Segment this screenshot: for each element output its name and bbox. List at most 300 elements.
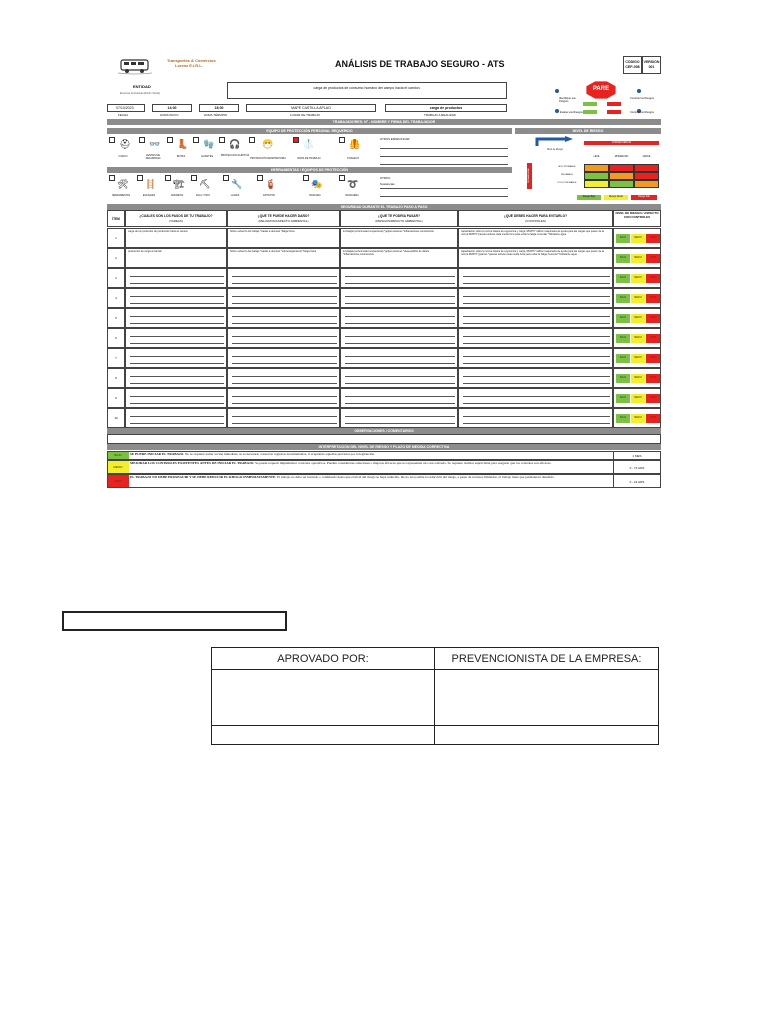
entry-line[interactable] [130, 396, 224, 397]
control-cell[interactable] [458, 368, 613, 388]
tool-item[interactable] [109, 175, 133, 201]
row-label-1: MUY PROBABLE [558, 166, 576, 168]
interpretation-body: El trabajo no debe ser iniciado o continuado hasta que el nivel del riesgo se haya reducido. De no ser posible la reducción del riesgo, a pesar de recursos limitados, el trabajo tiene que permanecer detenido. [277, 475, 555, 479]
entry-line[interactable] [463, 423, 610, 424]
epp-checkbox[interactable] [339, 137, 345, 143]
entry-line[interactable] [232, 283, 337, 284]
step4-label: Controle los Riesgos [630, 111, 654, 114]
entry-line[interactable] [130, 376, 224, 377]
interpretation-bar: INTERPRETACIÓN DEL NIVEL DE RIESGO Y PLAZO DE MEDIDA CORRECTIVA [107, 444, 661, 450]
epp-checkbox[interactable] [249, 137, 255, 143]
table-row [107, 288, 661, 308]
col-q3-title: ¿QUÉ TE PODRÍA PASAR? [377, 214, 421, 218]
interpretation-term: 0 - 24 HRS [613, 474, 661, 488]
entry-line[interactable] [463, 316, 610, 317]
hazard-cell[interactable] [227, 388, 340, 408]
hose-icon: ➰ [347, 179, 359, 189]
risk-cell[interactable] [340, 268, 458, 288]
tools-other-line-1[interactable] [380, 188, 508, 189]
risk-text: lumbalgia (enfermedad ocupacional) *golpes,lesiones *inflamaciones,contracturas [343, 230, 434, 233]
lugar-field[interactable]: MAPE CASTILLA APLAO [246, 104, 376, 112]
risk-bajo-button[interactable]: BAJO [616, 294, 630, 303]
matrix-cell [634, 164, 659, 172]
risk-cell[interactable] [340, 388, 458, 408]
entry-line[interactable] [463, 296, 610, 297]
tool-label: ESCALERA [142, 195, 156, 197]
col-q2-sub: (PELIGROS/ASPECTO AMBIENTAL) [258, 219, 309, 223]
entry-line[interactable] [463, 403, 610, 404]
task-text: carga de los productos de producción hacia el camion [128, 230, 188, 233]
control-cell[interactable] [458, 408, 613, 428]
analysis-rows [107, 228, 661, 428]
step3-marker [555, 109, 559, 113]
risk-medio-button[interactable]: MEDIO [631, 394, 645, 403]
tools-other-line-2[interactable] [380, 196, 508, 197]
matrix-cell [609, 164, 634, 172]
workers-bar: TRABAJADORES: N° - NOMBRE Y FIRMA DEL TRABAJADOR [107, 119, 661, 125]
item-number: 2 [115, 256, 117, 260]
row-label-3: POCO PROBABLE [557, 182, 577, 184]
version-value: 001 [648, 65, 655, 69]
tools-icon: 🛠 [117, 179, 129, 189]
tool-label: LLAVES [230, 195, 240, 197]
epp-label: LENTES DE SEGURIDAD [145, 154, 161, 160]
matrix-cell [609, 172, 634, 180]
scaffold-icon: 🏗 [173, 179, 185, 189]
hazard-cell[interactable] [227, 408, 340, 428]
respirator-icon: 😷 [262, 139, 274, 149]
entry-line[interactable] [463, 376, 610, 377]
tool-label: HERRAMIENTAS [111, 195, 131, 197]
col-label-leve: LEVE [593, 156, 600, 158]
interpretation-bold: EL TRABAJO NO DEBE PROSEGUIR Y SE DEBE REDUCIR EL RIESGO INMEDIATAMENTE. [130, 475, 277, 479]
epp-checkbox[interactable] [139, 137, 145, 143]
task-description-field[interactable] [227, 82, 507, 99]
risk-bajo-button[interactable]: BAJO [616, 374, 630, 383]
risk-bajo-button[interactable]: BAJO [616, 334, 630, 343]
entry-line[interactable] [345, 323, 455, 324]
entry-line[interactable] [345, 423, 455, 424]
epp-checkbox[interactable] [293, 137, 299, 143]
matrix-cell [634, 172, 659, 180]
legend-mid: Riesgo Medio [604, 195, 628, 200]
col-q4 [458, 210, 613, 227]
risk-alto-button[interactable]: ALTO [646, 234, 660, 243]
epp-other-line-3[interactable] [380, 164, 508, 165]
risk-medio-button[interactable]: MEDIO [631, 274, 645, 283]
tools-other-value: Sustancias [380, 182, 395, 186]
entry-line[interactable] [463, 276, 610, 277]
risk-cell[interactable] [340, 368, 458, 388]
code-box [623, 56, 642, 74]
epp-label: PROTECCIÓN AUDITIVA [220, 154, 250, 157]
task-cell[interactable] [125, 268, 227, 288]
wrench-icon: 🔧 [231, 179, 243, 189]
bus-logo-icon [117, 56, 153, 75]
control-cell[interactable] [458, 308, 613, 328]
risk-alto-button[interactable]: ALTO [646, 314, 660, 323]
epp-item[interactable] [193, 137, 221, 163]
hazard-cell[interactable] [227, 348, 340, 368]
hora-inicio-field[interactable]: 14:00 [152, 104, 192, 112]
tool-label: EXTINTOR [263, 195, 275, 197]
entry-line[interactable] [345, 396, 455, 397]
task-cell[interactable] [125, 348, 227, 368]
table-row [107, 408, 661, 428]
entry-line[interactable] [463, 283, 610, 284]
step1-marker [555, 89, 559, 93]
tool-label: MANGUERA [345, 195, 359, 197]
entry-line[interactable] [345, 376, 455, 377]
entry-line[interactable] [232, 423, 337, 424]
col-q2-title: ¿QUÉ TE PUEDE HACER DAÑO? [257, 214, 310, 218]
risk-cell[interactable] [340, 288, 458, 308]
control-cell[interactable] [458, 388, 613, 408]
preventionist-name-field[interactable] [435, 726, 658, 744]
risk-level-bar: NIVEL DE RIESGO [515, 128, 661, 134]
interpretation-body: Se puede requerir implementar controles operativos. Pueden considerarse soluciones o mejoras eficaces que no representen un costo elevado. Se requiere realizar supervisión para asegurar que los controles son eficaces. [255, 461, 552, 465]
entry-line[interactable] [130, 303, 224, 304]
entry-line[interactable] [232, 343, 337, 344]
risk-medio-button[interactable]: MEDIO [631, 374, 645, 383]
entry-line[interactable] [130, 276, 224, 277]
col-label-grave: GRAVE [642, 156, 651, 158]
col-q3-sub: (RIESGOS/IMPACTO AMBIENTAL) [375, 219, 423, 223]
epp-label: CASCO [118, 155, 128, 158]
entry-line[interactable] [232, 396, 337, 397]
entry-line[interactable] [463, 323, 610, 324]
entry-line[interactable] [345, 276, 455, 277]
entry-line[interactable] [130, 283, 224, 284]
risk-bajo-button[interactable]: BAJO [616, 314, 630, 323]
tool-item[interactable] [339, 175, 365, 201]
approved-signature-field[interactable] [212, 670, 435, 726]
risk-alto-button[interactable]: ALTO [646, 274, 660, 283]
interpretation-level: MEDIO [107, 460, 129, 474]
tool-item[interactable] [137, 175, 161, 201]
interpretation-term: 0 - 72 HRS [613, 460, 661, 474]
entry-line[interactable] [130, 403, 224, 404]
table-row [107, 348, 661, 368]
tool-item[interactable] [257, 175, 281, 201]
code-value: CEP-008 [625, 65, 640, 69]
epp-item[interactable] [167, 137, 195, 163]
stop-sign-text: PARE [592, 86, 610, 92]
interpretation-text [130, 460, 605, 474]
safety-glasses-icon: 👓 [149, 139, 161, 149]
entry-line[interactable] [463, 356, 610, 357]
risk-medio-button[interactable]: MEDIO [631, 354, 645, 363]
epp-label: GUANTES [200, 155, 214, 158]
col-q4-title: ¿QUÉ DEBES HACER PARA EVITARLO? [503, 214, 568, 218]
col-q1 [125, 210, 227, 227]
risk-medio-button[interactable]: MEDIO [631, 294, 645, 303]
company-name: Transportes & Comercios [167, 58, 216, 63]
preventionist-header [435, 648, 658, 670]
empty-input-box[interactable] [62, 611, 287, 631]
analysis-bar: SEGURIDAD DURANTE EL TRABAJO PASO A PASO [107, 204, 661, 210]
epp-item[interactable] [249, 137, 287, 163]
approved-label: APROVADO POR: [277, 653, 369, 665]
risk-cell[interactable] [340, 328, 458, 348]
hora-termino-field[interactable]: 18:00 [199, 104, 239, 112]
entry-line[interactable] [130, 356, 224, 357]
entry-line[interactable] [232, 323, 337, 324]
epp-checkbox[interactable] [219, 137, 225, 143]
col-q2 [227, 210, 340, 227]
epp-other-line-1[interactable] [380, 148, 508, 149]
entry-line[interactable] [345, 356, 455, 357]
epp-label: ROPA DE TRABAJO [297, 157, 321, 160]
risk-bajo-button[interactable]: BAJO [616, 254, 630, 263]
hazard-cell[interactable] [227, 368, 340, 388]
approved-name-field[interactable] [212, 726, 435, 744]
hora-termino-label: HORA TÉRMINO [204, 113, 228, 117]
matrix-cell [609, 180, 634, 188]
entry-line[interactable] [345, 403, 455, 404]
item-number: 1 [115, 236, 117, 240]
epp-label: BOTAS [176, 155, 186, 158]
observations-bar: OBSERVACIONES / COMENTARIOS [107, 428, 661, 434]
cycle-arrows-icon [577, 99, 627, 117]
tool-label: PALA Y PICO [196, 195, 210, 197]
entry-line[interactable] [463, 416, 610, 417]
entry-line[interactable] [345, 296, 455, 297]
vest-icon: 🦺 [349, 139, 361, 149]
hazard-cell[interactable] [227, 308, 340, 328]
interpretation-level: ALTO [107, 474, 129, 488]
entry-line[interactable] [345, 383, 455, 384]
entry-line[interactable] [232, 336, 337, 337]
entry-line[interactable] [130, 336, 224, 337]
step2-label: Controle los Riesgos [630, 97, 654, 100]
epp-checkbox[interactable] [109, 137, 115, 143]
preventionist-label: PREVENCIONISTA DE LA EMPRESA: [451, 653, 642, 665]
risk-alto-button[interactable]: ALTO [646, 294, 660, 303]
interpretation-bold: SE PUEDE INICIAR EL TRABAJO. [130, 452, 185, 456]
risk-bajo-button[interactable]: BAJO [616, 354, 630, 363]
hazard-text: Sobre esfuerzo del trabajo *caidas a desnivel *sobrecargamiento *fatiga física [230, 250, 317, 253]
task-cell[interactable] [125, 288, 227, 308]
risk-cell[interactable] [340, 348, 458, 368]
fecha-field[interactable]: 07/10/2023 [107, 104, 145, 112]
entry-line[interactable] [232, 276, 337, 277]
epp-label: PROTECCIÓN RESPIRATORIA [250, 157, 286, 160]
risk-bajo-button[interactable]: BAJO [616, 234, 630, 243]
task-cell[interactable] [125, 408, 227, 428]
trabajo-label: TRABAJO A REALIZAR [424, 113, 456, 117]
preventionist-signature-field[interactable] [435, 670, 658, 726]
epp-label: CHALECO [346, 157, 360, 160]
tool-label: ANDAMIOS [170, 195, 184, 197]
epp-item[interactable] [139, 137, 167, 163]
epp-item[interactable] [339, 137, 367, 163]
entry-line[interactable] [232, 296, 337, 297]
risk-medio-button[interactable]: MEDIO [631, 334, 645, 343]
hazard-text: Sobre esfuerzo del trabajo *caidas a desnivel *fatiga física [230, 230, 295, 233]
entry-line[interactable] [345, 336, 455, 337]
hazard-cell[interactable] [227, 268, 340, 288]
risk-bajo-button[interactable]: BAJO [616, 414, 630, 423]
probability-label: PROBABILIDAD [527, 163, 532, 189]
table-row [107, 388, 661, 408]
coverall-icon: 🥼 [303, 139, 315, 149]
entry-line[interactable] [232, 316, 337, 317]
mask-icon: 🎭 [311, 179, 323, 189]
entry-line[interactable] [463, 383, 610, 384]
entry-line[interactable] [232, 356, 337, 357]
entry-line[interactable] [232, 303, 337, 304]
entry-line[interactable] [232, 363, 337, 364]
entry-line[interactable] [345, 363, 455, 364]
table-row [107, 368, 661, 388]
entry-line[interactable] [232, 416, 337, 417]
task-cell[interactable] [125, 388, 227, 408]
control-cell[interactable] [458, 288, 613, 308]
entry-line[interactable] [463, 336, 610, 337]
step3-label: Evalúe sus Riesgos [560, 111, 583, 114]
control-cell[interactable] [458, 268, 613, 288]
consequence-label: CONSECUENCIA [584, 141, 659, 145]
entry-line[interactable] [130, 423, 224, 424]
entry-line[interactable] [232, 383, 337, 384]
task-cell[interactable] [125, 328, 227, 348]
risk-alto-button[interactable]: ALTO [646, 254, 660, 263]
entry-line[interactable] [130, 363, 224, 364]
risk-medio-button[interactable]: MEDIO [631, 254, 645, 263]
interpretation-body: No se requiere tomar acción inmediata, se es necesario conservar registros documentados, ir aceptando aquellos previstos por la legislación. [184, 452, 375, 456]
boots-icon: 👢 [177, 139, 189, 149]
legend-high: Riesgo Alto [631, 195, 657, 200]
interpretation-text [130, 451, 605, 460]
entidad-label: ENTIDAD [133, 84, 151, 89]
risk-cell[interactable] [340, 308, 458, 328]
entry-line[interactable] [463, 343, 610, 344]
risk-alto-button[interactable]: ALTO [646, 374, 660, 383]
interpretation-text [130, 474, 605, 488]
tools-row [107, 175, 367, 203]
hazard-cell[interactable] [227, 328, 340, 348]
epp-item[interactable] [293, 137, 325, 163]
tool-item[interactable] [165, 175, 189, 201]
trabajo-field[interactable]: carga de productos [385, 104, 507, 112]
risk-bajo-button[interactable]: BAJO [616, 274, 630, 283]
arrow-icon [535, 136, 575, 148]
ear-muffs-icon: 🎧 [229, 139, 241, 149]
observations-field[interactable] [107, 434, 661, 444]
entry-line[interactable] [345, 303, 455, 304]
tool-item[interactable] [303, 175, 327, 201]
epp-item[interactable] [109, 137, 137, 163]
matrix-cell [584, 172, 609, 180]
code-label: CÓDIGO [625, 60, 640, 64]
tools-bar: HERRAMIENTAS / EQUIPOS DE PROTECCIÓN [107, 167, 512, 173]
pare-diagram [555, 80, 655, 118]
risk-text: lumbalgia (enfermedad ocupacional) *golpes,lesiones *desequilibrio de daños *inflamaciones,contracturas [343, 250, 430, 256]
entry-line[interactable] [345, 416, 455, 417]
entry-line[interactable] [232, 403, 337, 404]
table-row [107, 308, 661, 328]
task-cell[interactable] [125, 308, 227, 328]
entry-line[interactable] [463, 303, 610, 304]
col-q5: NIVEL DE RIESGO / ASPECTO CON CONTROLES [613, 210, 661, 227]
risk-alto-button[interactable]: ALTO [646, 414, 660, 423]
item-number: 10 [114, 416, 118, 420]
risk-alto-button[interactable]: ALTO [646, 354, 660, 363]
risk-medio-button[interactable]: MEDIO [631, 314, 645, 323]
risk-alto-button[interactable]: ALTO [646, 334, 660, 343]
item-number: 7 [115, 356, 117, 360]
company-subname: Lorenz E.I.R.L. [175, 63, 203, 68]
epp-item[interactable] [219, 137, 251, 163]
hard-hat-icon: ⛑ [119, 139, 131, 149]
risk-medio-button[interactable]: MEDIO [631, 414, 645, 423]
entry-line[interactable] [345, 283, 455, 284]
tool-item[interactable] [223, 175, 247, 201]
matrix-cell [584, 180, 609, 188]
epp-checkbox[interactable] [193, 137, 199, 143]
col-q4-sub: (CONTROLES) [525, 219, 546, 223]
risk-cell[interactable] [340, 408, 458, 428]
epp-row [107, 137, 367, 165]
epp-other-line-2[interactable] [380, 156, 508, 157]
risk-medio-button[interactable]: MEDIO [631, 234, 645, 243]
tool-label: MÁSCARA [309, 195, 321, 197]
header [107, 54, 661, 78]
matrix-cell [584, 164, 609, 172]
entry-line[interactable] [463, 363, 610, 364]
entry-line[interactable] [463, 396, 610, 397]
row-label-2: PROBABLE [561, 174, 573, 176]
col-q3 [340, 210, 458, 227]
entry-line[interactable] [130, 316, 224, 317]
interpretation-term: 1 MES [613, 451, 661, 460]
item-number: 6 [115, 336, 117, 340]
entry-line[interactable] [232, 376, 337, 377]
entry-line[interactable] [345, 316, 455, 317]
control-cell[interactable] [458, 328, 613, 348]
item-number: 3 [115, 276, 117, 280]
matrix-label-a: Nivel de Riesgo [547, 149, 564, 151]
interpretation-bold: MEJORAR LOS CONTROLES EXISTENTES ANTES DE INICIAR EL TRABAJO. [130, 461, 255, 465]
task-cell[interactable] [125, 368, 227, 388]
entry-line[interactable] [130, 323, 224, 324]
epp-bar: EQUIPO DE PROTECCIÓN PERSONAL REQUERIDO [107, 128, 512, 134]
step1-label: Identifique sus Peligros [559, 97, 576, 103]
entry-line[interactable] [345, 343, 455, 344]
col-label-moderado: MODERADO [614, 156, 629, 158]
risk-alto-button[interactable]: ALTO [646, 394, 660, 403]
entry-line[interactable] [130, 416, 224, 417]
task-text: producción de carga al camión [128, 250, 163, 253]
columns-header [107, 210, 661, 227]
extinguisher-icon: 🧯 [265, 179, 277, 189]
item-number: 5 [115, 316, 117, 320]
fecha-label: FECHA [118, 113, 129, 117]
version-box [642, 56, 661, 74]
hazard-cell[interactable] [227, 288, 340, 308]
entry-line[interactable] [130, 296, 224, 297]
step2-marker [637, 89, 641, 93]
entry-line[interactable] [130, 383, 224, 384]
control-cell[interactable] [458, 348, 613, 368]
risk-bajo-button[interactable]: BAJO [616, 394, 630, 403]
item-number: 9 [115, 396, 117, 400]
tool-item[interactable] [191, 175, 215, 201]
epp-checkbox[interactable] [167, 137, 173, 143]
risk-matrix [515, 134, 661, 204]
entry-line[interactable] [130, 343, 224, 344]
